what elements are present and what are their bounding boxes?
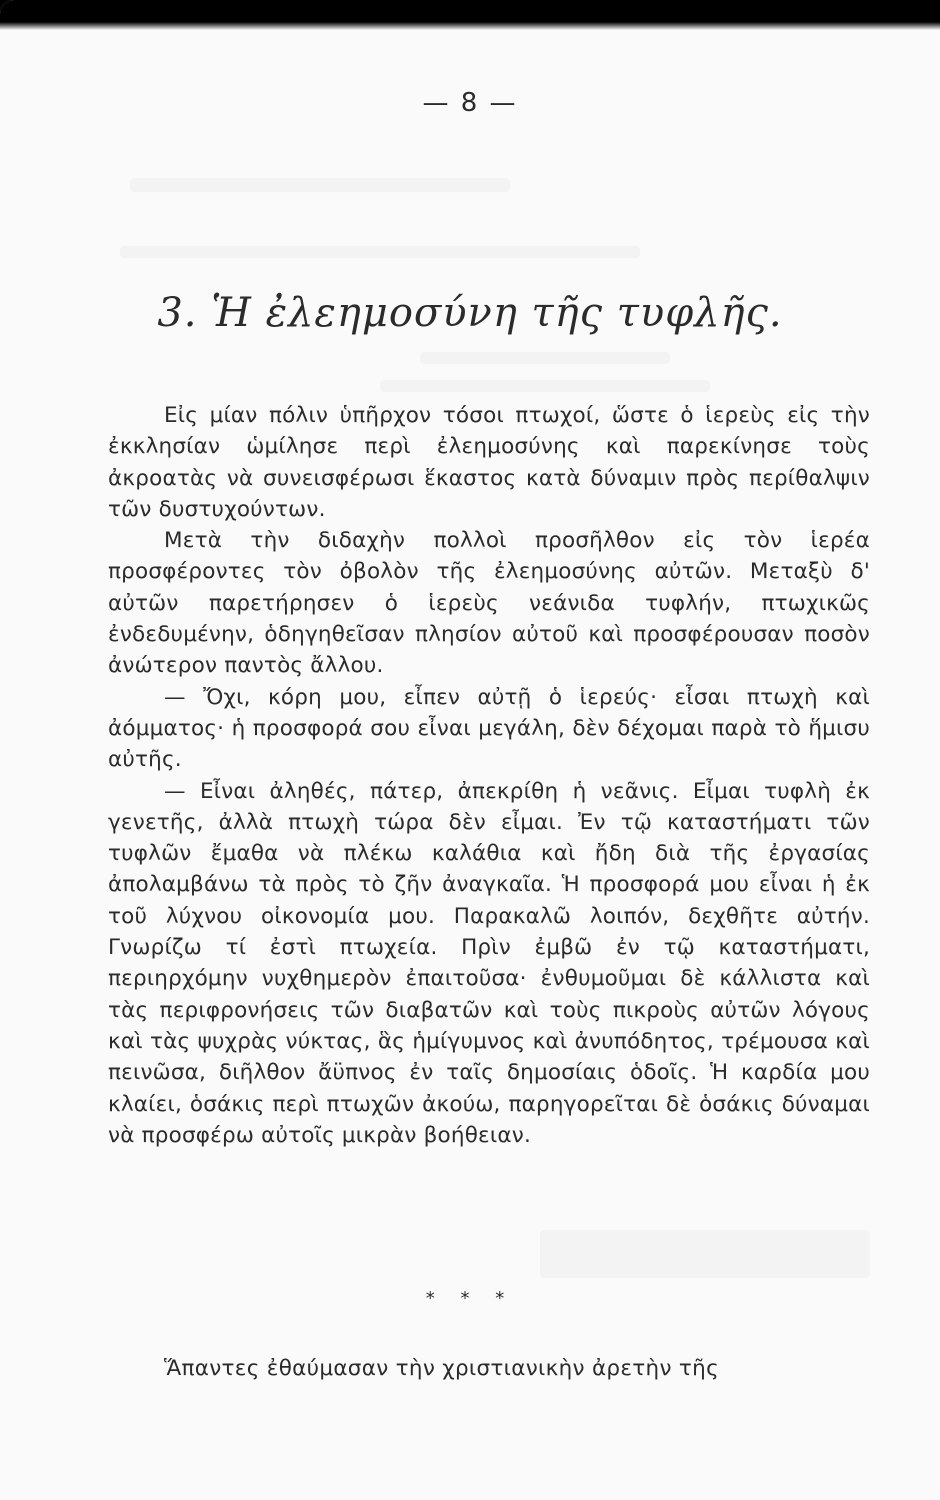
section-separator: * * * [425, 1288, 515, 1309]
paragraph: Εἰς μίαν πόλιν ὑπῆρχον τόσοι πτωχοί, ὥστε ὁ ἱερεὺς εἰς τὴν ἐκκλησίαν ὡμίλησε περὶ ἐλεημοσύνης καὶ παρεκίνησε τοὺς ἀκροατὰς νὰ συνεισφέρωσι ἕκαστος κατὰ δύναμιν πρὸς περίθαλψιν τῶν δυστυχούντων. [108, 403, 870, 522]
scan-top-edge [0, 0, 940, 30]
bleed-through-mark [130, 178, 510, 192]
body-text [108, 400, 870, 1151]
bleed-through-mark [420, 352, 670, 364]
paragraph: Μετὰ τὴν διδαχὴν πολλοὶ προσῆλθον εἰς τὸν ἱερέα προσφέροντες τὸν ὀβολὸν τῆς ἐλεημοσύνης αὐτῶν. Μεταξὺ δ' αὐτῶν παρετήρησεν ὁ ἱερεὺς νεάνιδα τυφλήν, πτωχικῶς ἐνδεδυμένην, ὁδηγηθεῖσαν πλησίον αὐτοῦ καὶ προσφέρουσαν ποσὸν ἀνώτερον παντὸς ἄλλου. [108, 528, 870, 679]
bleed-through-mark [540, 1230, 870, 1278]
bleed-through-mark [120, 246, 640, 258]
bleed-through-mark [380, 380, 710, 392]
paragraph: — Εἶναι ἀληθές, πάτερ, ἀπεκρίθη ἡ νεᾶνις. Εἶμαι τυφλὴ ἐκ γενετῆς, ἀλλὰ πτωχὴ τώρα δὲν εἶμαι. Ἐν τῷ καταστήματι τῶν τυφλῶν ἔμαθα νὰ πλέκω καλάθια καὶ ἤδη διὰ τῆς ἐργασίας ἀπολαμβάνω τὰ πρὸς τὸ ζῆν ἀναγκαῖα. Ἡ προσφορά μου εἶναι ἡ ἐκ τοῦ λύχνου οἰκονομία μου. Παρακαλῶ λοιπόν, δεχθῆτε αὐτήν. Γνωρίζω τί ἐστὶ πτωχεία. Πρὶν ἐμβῶ ἐν τῷ καταστήματι, περιηρχόμην νυχθημερὸν ἐπαιτοῦσα· ἐνθυμοῦμαι δὲ κάλλιστα καὶ τὰς περιφρονήσεις τῶν διαβατῶν καὶ τοὺς πικροὺς αὐτῶν λόγους καὶ τὰς ψυχρὰς νύκτας, ἃς ἡμίγυμνος καὶ ἀνυπόδητος, τρέμουσα καὶ πεινῶσα, διῆλθον ἄϋπνος ἐν ταῖς δημοσίαις ὁδοῖς. Ἡ καρδία μου κλαίει, ὁσάκις περὶ πτωχῶν ἀκούω, παρηγορεῖται δὲ ὁσάκις δύναμαι νὰ προσφέρω αὐτοῖς μικρὰν βοήθειαν. [108, 778, 870, 1148]
paragraph: — Ὄχι, κόρη μου, εἶπεν αὐτῇ ὁ ἱερεύς· εἶσαι πτωχὴ καὶ ἀόμματος· ἡ προσφορά σου εἶναι μεγάλη, δὲν δέχομαι παρὰ τὸ ἥμισυ αὐτῆς. [108, 684, 870, 773]
page-number: — 8 — [422, 88, 518, 118]
continuation-line: Ἅπαντες ἐθαύμασαν τὴν χριστιανικὴν ἀρετὴν τῆς [164, 1356, 719, 1381]
chapter-title: 3. Ἡ ἐλεημοσύνη τῆς τυφλῆς. [157, 290, 783, 336]
